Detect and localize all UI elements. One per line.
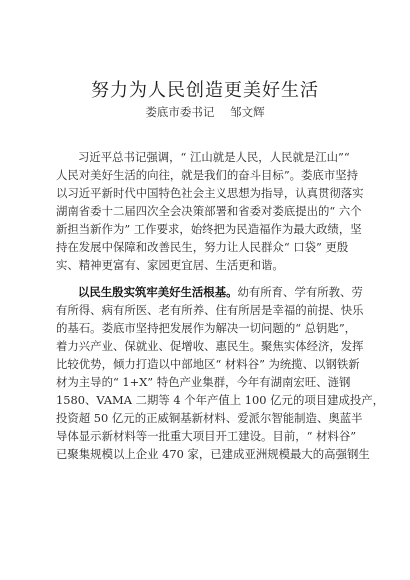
- body-line: 习近平总书记强调，“ 江山就是人民，人民就是江山”“: [78, 150, 350, 164]
- body-line: 的基石。娄底市坚持把发展作为解决一切问题的“ 总钥匙”，: [56, 321, 357, 335]
- body-line: 实、精神更富有、家园更宜居、生活更和谐。: [56, 258, 284, 272]
- body-line: 材为主导的“ 1+X” 特色产业集群，今年有湖南宏旺、涟钢: [56, 375, 351, 389]
- body-line: 持在发展中保障和改善民生，努力让人民群众“ 口袋” 更殷: [56, 240, 349, 254]
- body-line: 比较优势，倾力打造以中部地区“ 材料谷” 为统揽、以钢铁新: [56, 357, 360, 371]
- author-name: 邹文辉: [230, 105, 265, 119]
- body-line: 人民对美好生活的向往，就是我们的奋斗目标”。娄底市坚持: [56, 168, 358, 182]
- body-line: 新担当新作为” 工作要求，始终把为民造福作为最大政绩，坚: [56, 222, 362, 236]
- author-role: 娄底市委书记: [145, 105, 215, 119]
- article-title: 努力为人民创造更美好生活: [91, 80, 319, 101]
- body-line: 以习近平新时代中国特色社会主义思想为指导，认真贯彻落实: [56, 186, 364, 200]
- body-line: 1580、VAMA 二期等 4 个年产值上 100 亿元的项目建成投产，: [56, 393, 385, 407]
- body-line: 着力兴产业、保就业、促增收、惠民生。聚焦实体经济，发挥: [56, 339, 364, 353]
- body-line: 有所得、病有所医、老有所养、住有所居是幸福的前提、快乐: [56, 303, 364, 317]
- paragraph-lead-line: [78, 285, 363, 299]
- body-line: 投资超 50 亿元的正威铜基新材料、爱派尔智能制造、奥蓝半: [56, 411, 363, 425]
- byline: [0, 104, 410, 120]
- body-line: 湖南省委十二届四次全会决策部署和省委对娄底提出的“ 六个: [56, 204, 362, 218]
- body-line: 导体显示新材料等一批重大项目开工建设。目前，“ 材料谷”: [56, 429, 357, 443]
- body-line: 已聚集规模以上企业 470 家，已建成亚洲规模最大的高强钢生: [56, 447, 370, 461]
- body-text: 幼有所育、学有所教、劳: [237, 285, 363, 299]
- section-heading: 以民生殷实筑牢美好生活根基。: [78, 285, 238, 299]
